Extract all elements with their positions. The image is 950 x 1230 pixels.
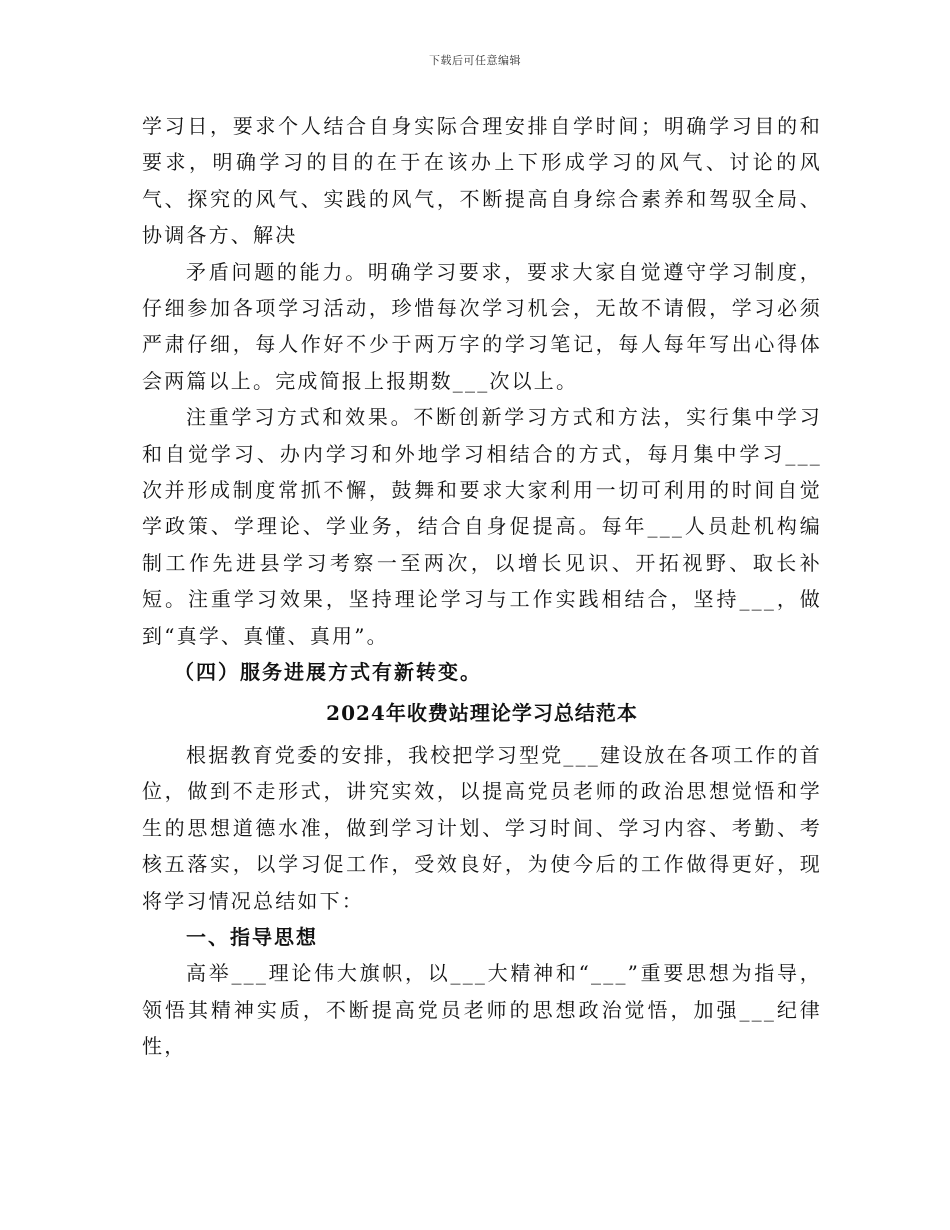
paragraph-study-goals: 学习日，要求个人结合自身实际合理安排自学时间；明确学习目的和要求，明确学习的目的在于在该办上下形成学习的风气、讨论的风气、探究的风气、实践的风气，不断提高自身综合素养和驾驭全局、协调各方、解决 [142,114,822,248]
paragraph-study-methods: 注重学习方式和效果。不断创新学习方式和方法，实行集中学习和自觉学习、办内学习和外地学习相结合的方式，每月集中学习___次并形成制度常抓不懈，鼓舞和要求大家利用一切可利用的时间自觉学政策、学理论、学业务，结合自身促提高。每年___人员赴机构编制工作先进县学习考察一至两次，以增长见识、开拓视野、取长补短。注重学习效果，坚持理论学习与工作实践相结合，坚持___，做到“真学、真懂、真用”。 [142,405,822,648]
document-body [142,108,822,1065]
section-heading-service: （四）服务进展方式有新转变。 [174,660,482,685]
section-heading-guiding-thought: 一、指导思想 [186,924,318,949]
page-header-note: 下载后可任意编辑 [429,54,521,67]
paragraph-intro: 根据教育党委的安排，我校把学习型党___建设放在各项工作的首位，做到不走形式，讲究实效，以提高党员老师的政治思想觉悟和学生的思想道德水准，做到学习计划、学习时间、学习内容、考勤、考核五落实，以学习促工作，受效良好，为使今后的工作做得更好，现将学习情况总结如下： [142,742,822,913]
paragraph-guiding-thought: 高举___理论伟大旗帜，以___大精神和“___”重要思想为指导，领悟其精神实质，不断提高党员老师的思想政治觉悟，加强___纪律性， [142,961,822,1059]
document-title: 2024年收费站理论学习总结范本 [326,700,638,725]
paragraph-study-requirements: 矛盾问题的能力。明确学习要求，要求大家自觉遵守学习制度，仔细参加各项学习活动，珍惜每次学习机会，无故不请假，学习必须严肃仔细，每人作好不少于两万字的学习笔记，每人每年写出心得体会两篇以上。完成简报上报期数___次以上。 [142,259,822,393]
